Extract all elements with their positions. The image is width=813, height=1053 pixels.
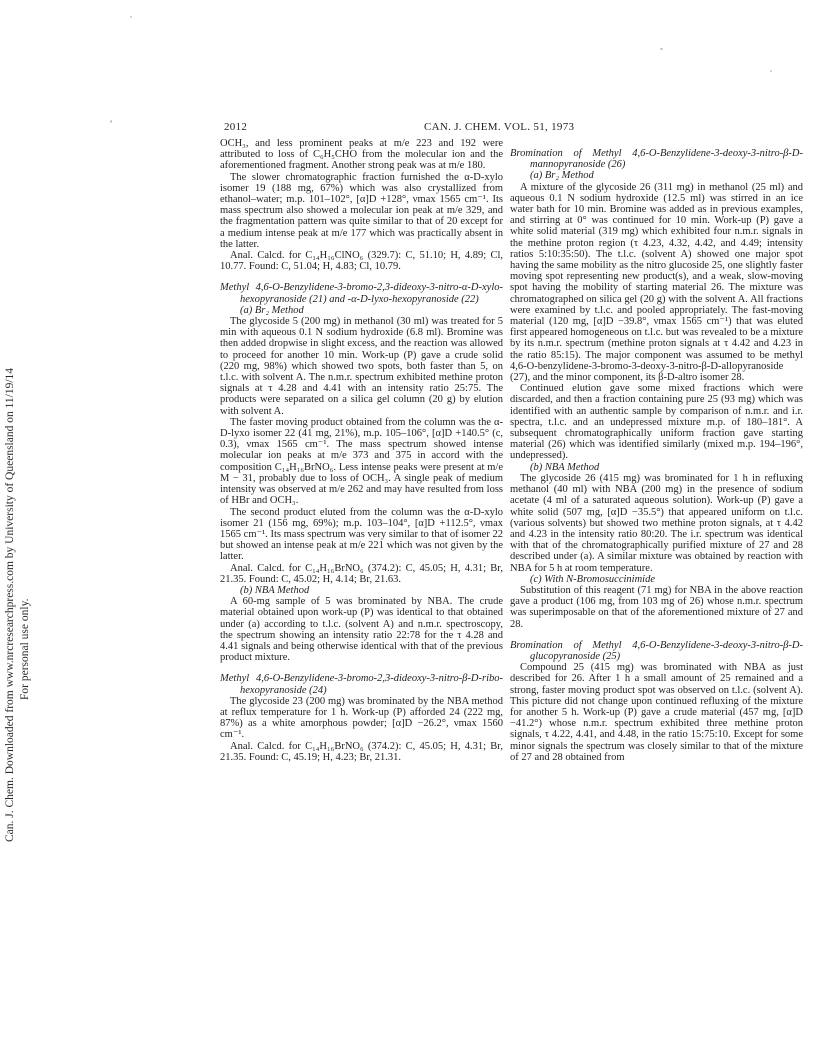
paragraph: The faster moving product obtained from the column was the α-D-lyxo isomer 22 (41 mg, 21%), m.p. 105–106°, [α]D +140.5° (c, 0.3), νmax 1565 cm⁻¹. The mass spectrum showed intense molecular ion peaks at m/e 373 and 375 in accord with the composition C₁₄H₁₆BrNO₆. Less intense peaks were present at m/e M − 31, probably due to loss of OCH₃. A single peak of medium intensity was observed at m/e 262 and may have resulted from loss of HBr and OCH₃. <box>220 416 503 507</box>
section-heading: Methyl 4,6-O-Benzylidene-3-bromo-2,3-dideoxy-3-nitro-β-D-ribo-hexopyranoside (24) <box>220 673 503 696</box>
paragraph: A mixture of the glycoside 26 (311 mg) in methanol (25 ml) and aqueous 0.1 N sodium hydroxide (12.5 ml) was stirred in an ice water bath for 10 min. Bromine was added as in previous examples, and stirring at 0° was continued for 10 min. Work-up (P) gave a white solid material (319 mg) which exhibited four n.m.r. signals in the methine proton region (τ 4.23, 4.32, 4.42, and 4.49; intensity ratios 5:10:35:50). The t.l.c. (solvent A) showed one major spot having the same mobility as the nitro glucoside 25, one slightly faster moving spot representing new product(s), and a weak, slow-moving spot having the mobility of starting material 26. The mixture was chromatographed on silica gel (20 g) with the solvent A. All fractions were examined by t.l.c. and pooled appropriately. The fast-moving material (120 mg, [α]D −39.8°, νmax 1565 cm⁻¹) that was eluted first appeared homogeneous on t.l.c. but was revealed to be a mixture by its n.m.r. spectrum (methine proton signals at τ 4.42 and 4.23 in the ratio 85:15). The major component was assumed to be methyl 4,6-O-benzylidene-3-bromo-3-deoxy-3-nitro-β-D-allopyranoside (27), and the minor component, its β-D-altro isomer 28. <box>510 181 803 384</box>
scan-speck <box>110 120 112 123</box>
section-heading: Bromination of Methyl 4,6-O-Benzylidene-3-deoxy-3-nitro-β-D-glucopyranoside (25) <box>510 639 803 662</box>
paragraph: The glycoside 26 (415 mg) was brominated for 1 h in refluxing methanol (40 ml) with NBA (200 mg) in the presence of sodium acetate (4 ml of a saturated aqueous solution). Work-up (P) gave a white solid (507 mg, [α]D −35.5°) that appeared uniform on t.l.c. (various solvents) but showed two methine proton signals, at τ 4.42 and 4.23 in the intensity ratio 80:20. The i.r. spectrum was identical with that of the chromatographically purified mixture of 27 and 28 described under (a). A similar mixture was obtained by reaction with NBA for 5 h at room temperature. <box>510 472 803 574</box>
paragraph: The second product eluted from the column was the α-D-xylo isomer 21 (156 mg, 69%); m.p. 103–104°, [α]D +112.5°, νmax 1565 cm⁻¹. Its mass spectrum was very similar to that of isomer 22 but showed an intense peak at m/e 221 which was not given by the latter. <box>220 506 503 563</box>
subsection-heading: (c) With N-Bromosuccinimide <box>530 573 656 585</box>
paragraph: The glycoside 5 (200 mg) in methanol (30 ml) was treated for 5 min with aqueous 0.1 N sodium hydroxide (6.8 ml). Bromine was then added dropwise in slight excess, and the reaction was allowed to proceed for another 10 min. Work-up (P) gave a crude solid (220 mg, 98%) which showed two spots, both faster than 5, on t.l.c. with solvent A. The n.m.r. spectrum exhibited methine proton signals at τ 4.28 and 4.41 with an intensity ratio 25:75. The products were separated on a silica gel column (20 g) by elution with solvent A. <box>220 316 503 417</box>
subsection-heading: (b) NBA Method <box>530 461 600 473</box>
left-column <box>220 138 503 763</box>
section-heading: Methyl 4,6-O-Benzylidene-3-bromo-2,3-dideoxy-3-nitro-α-D-xylo-hexopyranoside (21) and -α-D-lyxo-hexopyranoside (22) <box>220 282 503 305</box>
paragraph: Substitution of this reagent (71 mg) for NBA in the above reaction gave a product (106 mg, from 103 mg of 26) whose n.m.r. spectrum was superimposable on that of the aforementioned mixture of 27 and 28. <box>510 584 803 630</box>
scan-speck <box>770 70 772 72</box>
paragraph: The slower chromatographic fraction furnished the α-D-xylo isomer 19 (188 mg, 67%) which was also crystallized from ethanol–water; m.p. 101–102°, [α]D +128°, νmax 1565 cm⁻¹. Its mass spectrum also showed a molecular ion peak at m/e 329, and the fragmentation pattern was quite similar to that of 20 except for a medium intense peak at m/e 177 which was practically absent in the latter. <box>220 171 503 250</box>
download-watermark <box>2 230 42 842</box>
watermark-line-2: For personal use only. <box>19 598 31 700</box>
paragraph: Compound 25 (415 mg) was brominated with NBA as just described for 26. After 1 h a small amount of 25 remained and a strong, faster moving product spot was observed on t.l.c. (solvent A). This picture did not change upon continued refluxing of the mixture for another 5 h. Work-up (P) gave a crude material (457 mg, [α]D −41.2°) whose n.m.r. spectrum exhibited three methine proton signals, τ 4.22, 4.41, and 4.48, in the ratio 15:75:10. Except for some minor signals the spectrum was closely similar to that of the mixture of 27 and 28 obtained from <box>510 662 803 763</box>
paragraph: A 60-mg sample of 5 was brominated by NBA. The crude material obtained upon work-up (P) was identical to that obtained under (a) according to t.l.c. (solvent A) and n.m.r. spectroscopy, the spectrum showing an intensity ratio 22:78 for the τ 4.28 and 4.41 signals and being otherwise identical with that of the previous product mixture. <box>220 596 503 664</box>
page-header <box>224 121 804 135</box>
paragraph: OCH₃, and less prominent peaks at m/e 223 and 192 were attributed to loss of C₆H₅CHO from the molecular ion and the aforementioned fragment. Another strong peak was at m/e 180. <box>220 138 503 172</box>
paragraph: The glycoside 23 (200 mg) was brominated by the NBA method at reflux temperature for 1 h. Work-up (P) afforded 24 (222 mg, 87%) as a white amorphous powder; [α]D −26.2°, νmax 1560 cm⁻¹. <box>220 695 503 741</box>
watermark-line-1: Can. J. Chem. Downloaded from www.nrcresearchpress.com by University of Queensland on 11/19/14 <box>4 367 16 842</box>
paragraph: Anal. Calcd. for C₁₄H₁₆ClNO₆ (329.7): C, 51.10; H, 4.89; Cl, 10.77. Found: C, 51.04; H, 4.83; Cl, 10.79. <box>220 250 503 273</box>
paragraph: Continued elution gave some mixed fractions which were discarded, and then a fraction containing pure 25 (93 mg) which was identified with an authentic sample by comparison of n.m.r. and i.r. spectra, t.l.c. and an undepressed mixture m.p. of 180–181°. A subsequent chromatographically uniform fraction gave starting material (26) which was identified similarly (mixed m.p. 194–196°, undepressed). <box>510 383 803 462</box>
scan-speck <box>660 48 663 50</box>
subsection-heading: (a) Br₂ Method <box>530 170 594 182</box>
journal-citation: CAN. J. CHEM. VOL. 51, 1973 <box>424 121 575 133</box>
section-heading: Bromination of Methyl 4,6-O-Benzylidene-3-deoxy-3-nitro-β-D-mannopyranoside (26) <box>510 148 803 171</box>
paragraph: Anal. Calcd. for C₁₄H₁₆BrNO₆ (374.2): C, 45.05; H, 4.31; Br, 21.35. Found: C, 45.02; H, 4.14; Br, 21.63. <box>220 562 503 585</box>
page-number: 2012 <box>224 121 248 133</box>
subsection-heading: (b) NBA Method <box>240 584 310 596</box>
subsection-heading: (a) Br₂ Method <box>240 304 304 316</box>
right-column <box>510 138 803 763</box>
paragraph: Anal. Calcd. for C₁₄H₁₆BrNO₆ (374.2): C, 45.05; H, 4.31; Br, 21.35. Found: C, 45.19; H, 4.23; Br, 21.31. <box>220 740 503 763</box>
scan-speck <box>130 16 132 18</box>
